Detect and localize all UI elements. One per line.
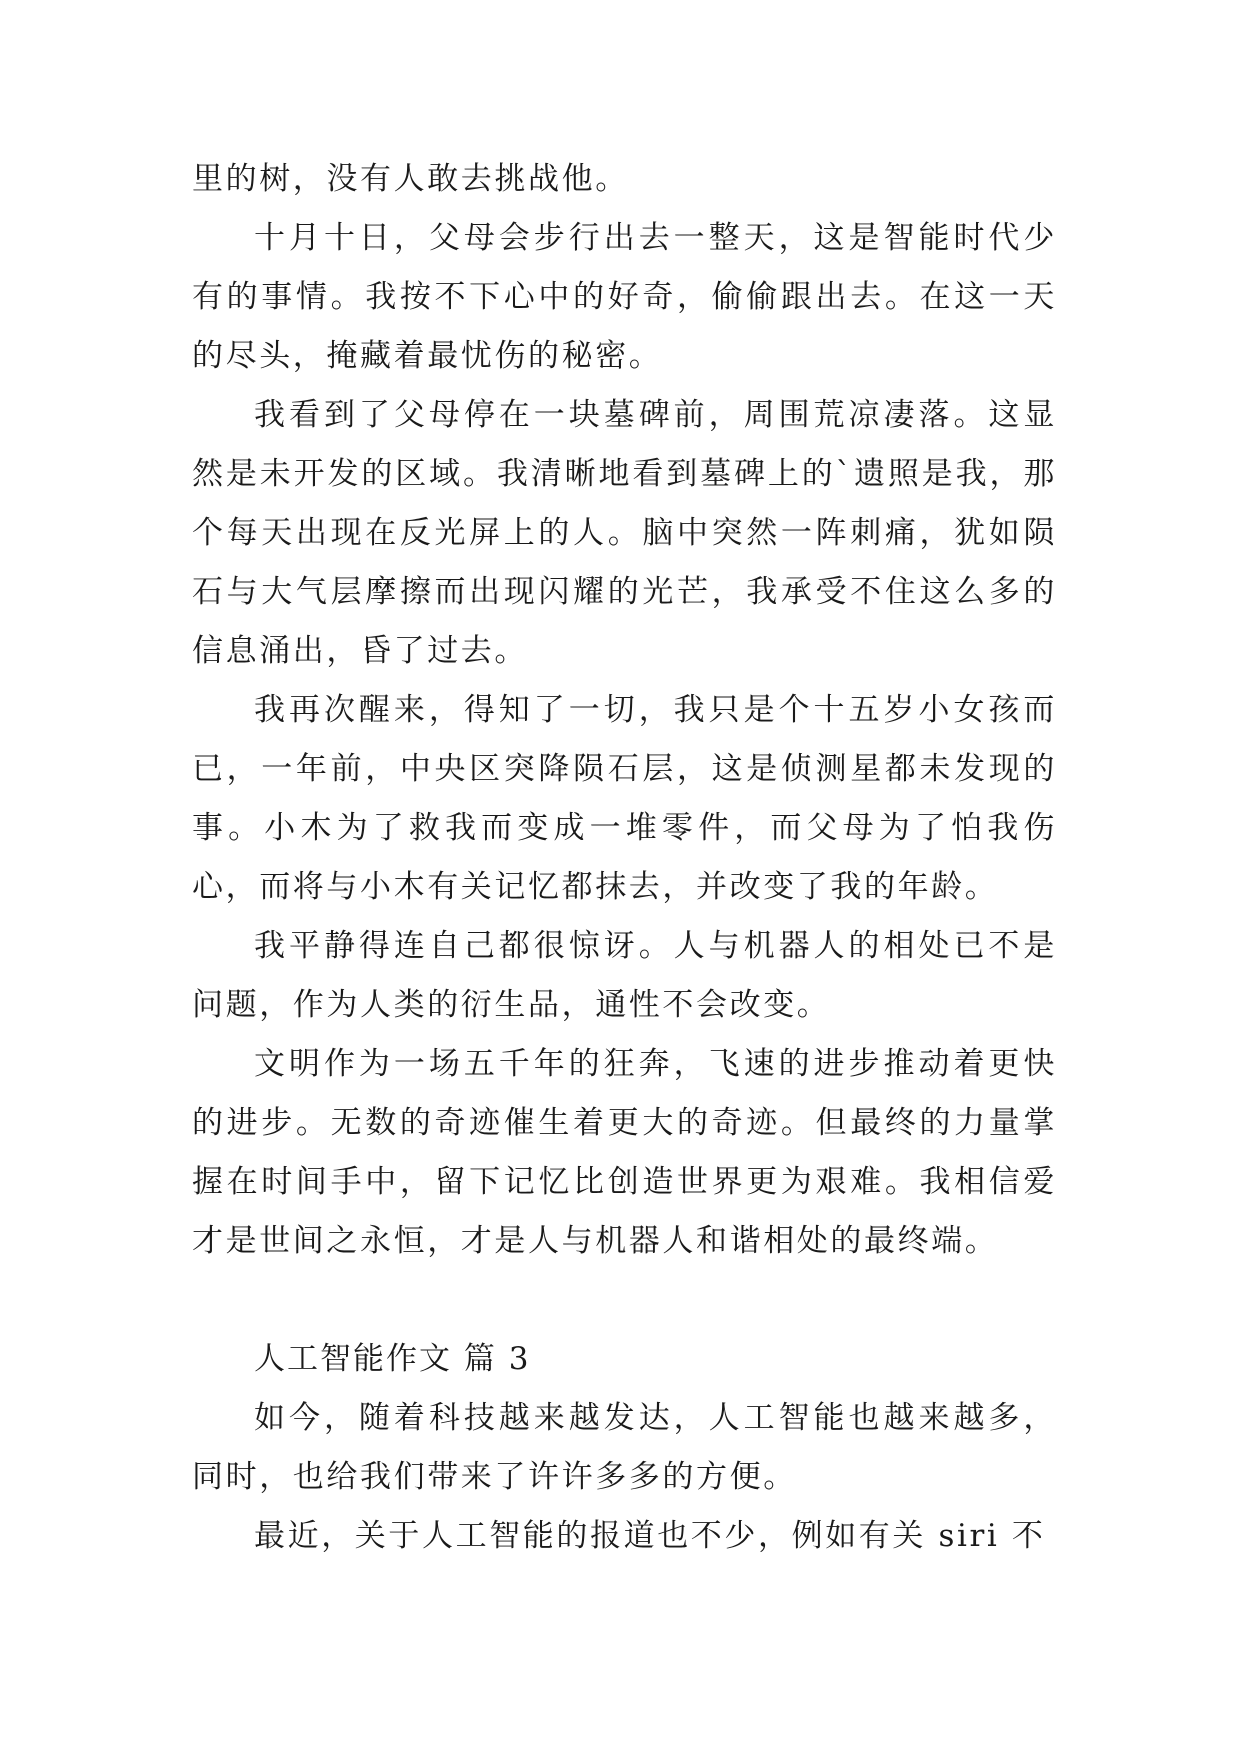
paragraph: 十月十日，父母会步行出去一整天，这是智能时代少有的事情。我按不下心中的好奇，偷偷跟出去。在这一天的尽头，掩藏着最忧伤的秘密。 bbox=[192, 220, 1057, 374]
paragraph: 最近，关于人工智能的报道也不少，例如有关 siri 不 bbox=[254, 1518, 1046, 1554]
section-heading: 人工智能作文 篇 3 bbox=[254, 1341, 531, 1377]
paragraph-continuation: 里的树，没有人敢去挑战他。 bbox=[192, 161, 629, 197]
document-body bbox=[192, 150, 1057, 1566]
paragraph: 我看到了父母停在一块墓碑前，周围荒凉凄落。这显然是未开发的区域。我清晰地看到墓碑上的`遗照是我，那个每天出现在反光屏上的人。脑中突然一阵刺痛，犹如陨石与大气层摩擦而出现闪耀的光芒，我承受不住这么多的信息涌出，昏了过去。 bbox=[192, 397, 1057, 669]
paragraph: 如今，随着科技越来越发达，人工智能也越来越多，同时，也给我们带来了许许多多的方便。 bbox=[192, 1400, 1057, 1495]
paragraph: 我平静得连自己都很惊讶。人与机器人的相处已不是问题，作为人类的衍生品，通性不会改变。 bbox=[192, 928, 1057, 1023]
paragraph: 文明作为一场五千年的狂奔，飞速的进步推动着更快的进步。无数的奇迹催生着更大的奇迹。但最终的力量掌握在时间手中，留下记忆比创造世界更为艰难。我相信爱才是世间之永恒，才是人与机器人和谐相处的最终端。 bbox=[192, 1046, 1057, 1259]
section-spacer bbox=[192, 1271, 1057, 1330]
paragraph: 我再次醒来，得知了一切，我只是个十五岁小女孩而已，一年前，中央区突降陨石层，这是侦测星都未发现的事。小木为了救我而变成一堆零件，而父母为了怕我伤心，而将与小木有关记忆都抹去，并改变了我的年龄。 bbox=[192, 692, 1057, 905]
